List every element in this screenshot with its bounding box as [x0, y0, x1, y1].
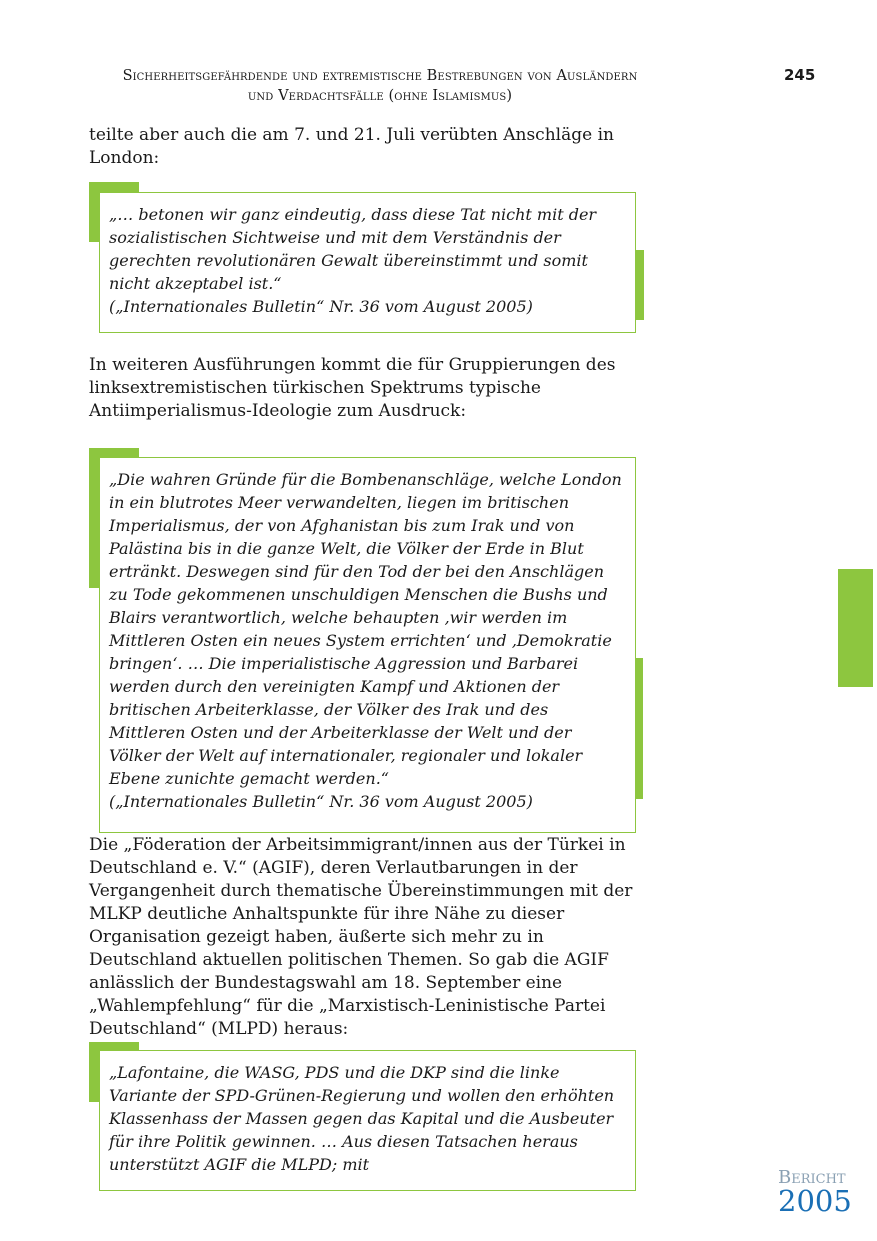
quote-source: („Internationales Bulletin“ Nr. 36 vom August 2005)	[109, 297, 533, 316]
paragraph-agif: Die „Föderation der Arbeitsimmigrant/innen aus der Türkei in Deutschland e. V.“ (AGIF), deren Verlautbarungen in der Vergangenheit durch thematische Übereinstimmungen mit der MLKP deutliche Anhaltspunkte für ihre Nähe zu dieser Organisation gezeigt haben, äußerte sich mehr zu in Deutschland aktuellen politischen Themen. So gab die AGIF anlässlich der Bundestagswahl am 18. September eine „Wahlempfehlung“ für die „Marxistisch-Leninistische Partei Deutschland“ (MLPD) heraus:	[89, 835, 633, 1039]
brand-word: Bericht	[778, 1167, 846, 1188]
header-line-2: und Verdachtsfälle (ohne Islamismus)	[247, 88, 513, 104]
quote-box-2	[99, 457, 636, 833]
quote-text: „… betonen wir ganz eindeutig, dass diese Tat nicht mit der sozialistischen Sichtweise und mit dem Verständnis der gerechten revolutionären Gewalt übereinstimmt und somit nicht akzeptabel ist.“	[109, 205, 597, 293]
quote-box-1	[99, 192, 636, 333]
paragraph-ideology: In weiteren Ausführungen kommt die für Gruppierungen des linksextremistischen türkischen Spektrums typische Antiimperialismus-Ideologie zum Ausdruck:	[89, 355, 616, 421]
quote-source: („Internationales Bulletin“ Nr. 36 vom August 2005)	[109, 792, 533, 811]
running-header	[80, 66, 680, 106]
report-brand	[778, 1167, 852, 1218]
quote-box-3	[99, 1050, 636, 1191]
paragraph-intro: teilte aber auch die am 7. und 21. Juli verübten Anschläge in London:	[89, 125, 614, 168]
chapter-side-tab	[838, 569, 873, 687]
brand-year: 2005	[778, 1184, 852, 1218]
quote-text: „Lafontaine, die WASG, PDS und die DKP sind die linke Variante der SPD-Grünen-Regierung und wollen den erhöhten Klassenhass der Massen gegen das Kapital und die Ausbeuter für ihre Politik gewinnen. … Aus diesen Tatsachen heraus unterstützt AGIF die MLPD; mit	[109, 1063, 615, 1174]
quote-text: „Die wahren Gründe für die Bombenanschläge, welche London in ein blutrotes Meer verwandelten, liegen im britischen Imperialismus, der von Afghanistan bis zum Irak und von Palästina bis in die ganze Welt, die Völker der Erde in Blut ertränkt. Deswegen sind für den Tod der bei den Anschlägen zu Tode gekommenen unschuldigen Menschen die Bushs und Blairs verantwortlich, welche behaupten ‚wir werden im Mittleren Osten ein neues System errichten‘ und ‚Demokratie bringen‘. … Die imperialistische Aggression und Barbarei werden durch den vereinigten Kampf und Aktionen der britischen Arbeiterklasse, der Völker des Irak und des Mittleren Osten und der Arbeiterklasse der Welt und der Völker der Welt auf internationaler, regionaler und lokaler Ebene zunichte gemacht werden.“	[109, 470, 622, 788]
page-number: 245	[784, 66, 816, 84]
header-line-1: Sicherheitsgefährdende und extremistische Bestrebungen von Ausländern	[122, 68, 638, 84]
